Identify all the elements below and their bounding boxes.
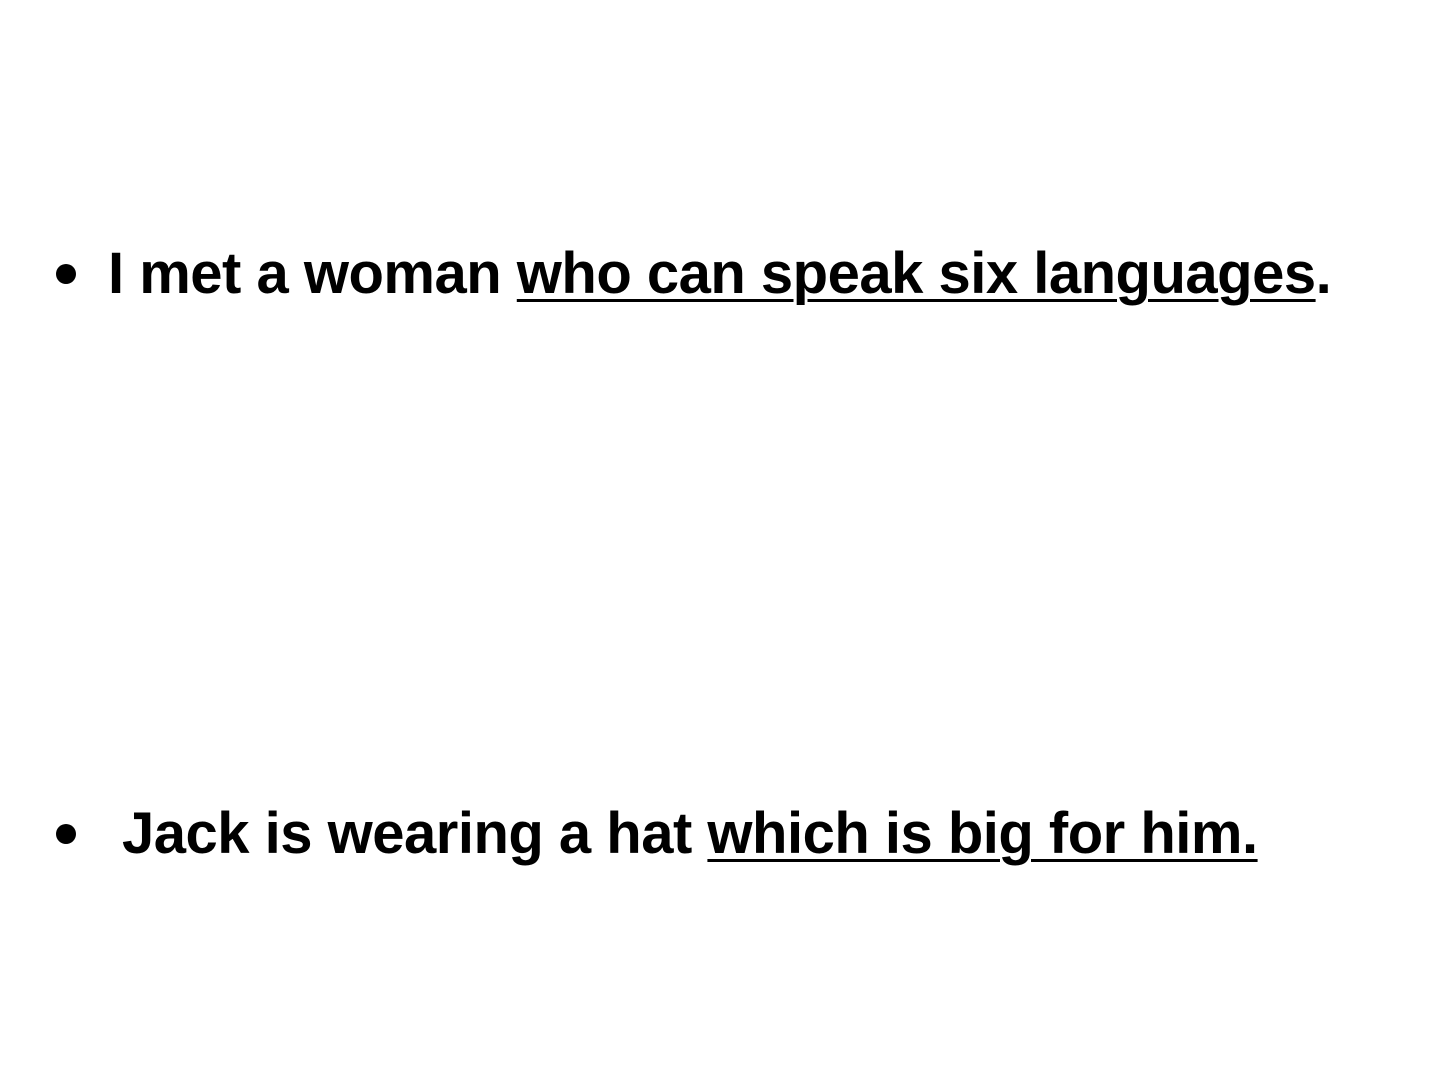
bullet-icon	[56, 264, 76, 284]
sentence-ending: .	[1315, 241, 1332, 306]
sentence-main-text: I met a woman	[108, 241, 517, 306]
sentence-main-text: Jack is wearing a hat	[122, 801, 708, 866]
relative-clause-underlined: which is big for him.	[707, 801, 1258, 866]
sentence-2	[56, 800, 1258, 867]
bullet-icon	[56, 824, 76, 844]
relative-clause-underlined: who can speak six languages	[516, 241, 1316, 306]
sentence-1	[56, 240, 1331, 307]
